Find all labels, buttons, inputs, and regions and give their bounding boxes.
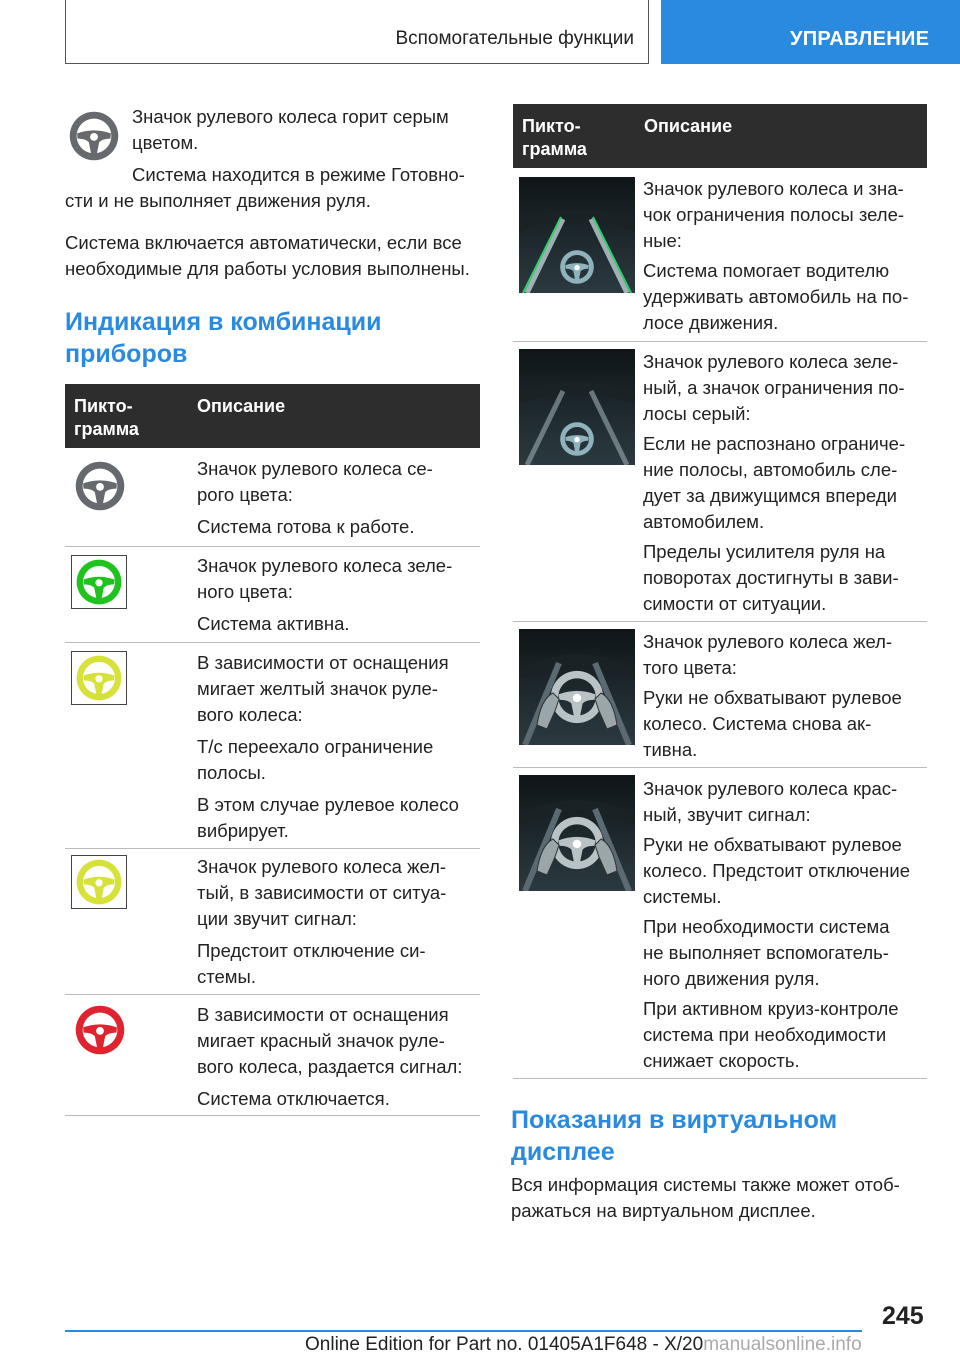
t1r3-line7: вибрирует.	[197, 820, 289, 841]
hud-lane-grey-icon	[519, 349, 635, 465]
t2r2-line8: Пределы усилителя руля на	[643, 541, 886, 562]
section3-para-line1: Вся информация системы также может отоб-	[511, 1174, 900, 1195]
t2r4-line7: не выполняет вспомогатель-	[643, 942, 889, 963]
section3-title-line2: дисплее	[511, 1138, 615, 1166]
t2r4-line2: ный, звучит сигнал:	[643, 804, 811, 825]
t2r2-line9: поворотах достигнуты в зави-	[643, 567, 899, 588]
table1-row-divider	[65, 546, 480, 547]
table2-col2: Описание	[644, 116, 733, 136]
t2r3-line3: Руки не обхватывают рулевое	[643, 687, 902, 708]
steering-wheel-grey-icon	[74, 460, 126, 512]
t2r2-line1: Значок рулевого колеса зеле-	[643, 351, 899, 372]
t1r5-line3: вого колеса, раздается сигнал:	[197, 1056, 463, 1077]
t1r5-line4: Система отключается.	[197, 1088, 390, 1109]
watermark-site: manualsonline.info	[703, 1334, 862, 1355]
t2r4-line9: При активном круиз-контроле	[643, 998, 899, 1019]
t1r3-line5: полосы.	[197, 762, 266, 783]
intro-caption-line2: цветом.	[132, 132, 199, 153]
table2-row-divider	[513, 1078, 927, 1079]
edition-text	[305, 1334, 862, 1356]
edition-label: Online Edition for Part no. 01405A1F648 - X/20	[305, 1334, 704, 1355]
table2-header	[513, 104, 927, 168]
header-chapter-tab	[661, 0, 960, 64]
t1r1-line2: рого цвета:	[197, 484, 293, 505]
table1-col1-line2: грамма	[74, 419, 139, 439]
steering-wheel-yellow-icon	[71, 651, 127, 705]
t2r1-line4: Система помогает водителю	[643, 260, 890, 281]
t2r1-line3: ные:	[643, 230, 682, 251]
t1r5-line2: мигает красный значок руле-	[197, 1030, 445, 1051]
steering-wheel-grey-icon	[68, 110, 120, 162]
table1-header	[65, 384, 480, 448]
t2r4-line8: ного движения руля.	[643, 968, 820, 989]
t2r4-line11: снижает скорость.	[643, 1050, 800, 1071]
table1-row-divider	[65, 994, 480, 995]
table2-col1-line2: грамма	[522, 139, 587, 159]
page-number: 245	[882, 1302, 924, 1330]
section1-title-line1: Индикация в комбинации	[65, 308, 382, 336]
t2r2-line6: дует за движущимся впереди	[643, 485, 897, 506]
intro-para1-line2: сти и не выполняет движения руля.	[65, 190, 371, 211]
t2r4-line5: системы.	[643, 886, 722, 907]
table2-row-divider	[513, 621, 927, 622]
t2r4-line6: При необходимости система	[643, 916, 890, 937]
intro-para1-line1: Система находится в режиме Готовно-	[132, 164, 465, 185]
t2r4-line3: Руки не обхватывают рулевое	[643, 834, 902, 855]
header-section-title: Вспомогательные функции	[395, 28, 634, 49]
t2r3-line5: тивна.	[643, 739, 698, 760]
footer-divider	[65, 1330, 862, 1332]
t2r2-line4: Если не распознано ограниче-	[643, 433, 906, 454]
section3-title-line1: Показания в виртуальном	[511, 1106, 838, 1134]
hud-hands-wheel-red-icon	[519, 775, 635, 891]
t2r3-line1: Значок рулевого колеса жел-	[643, 631, 893, 652]
t1r4-line1: Значок рулевого колеса жел-	[197, 856, 447, 877]
t2r3-line4: колесо. Система снова ак-	[643, 713, 872, 734]
t1r3-line4: Т/с переехало ограничение	[197, 736, 434, 757]
t2r2-line10: симости от ситуации.	[643, 593, 827, 614]
t1r5-line1: В зависимости от оснащения	[197, 1004, 449, 1025]
t2r1-line6: лосе движения.	[643, 312, 779, 333]
t2r2-line2: ный, а значок ограничения по-	[643, 377, 905, 398]
section3-para-line2: ражаться на виртуальном дисплее.	[511, 1200, 816, 1221]
table1-row-divider	[65, 848, 480, 849]
table2-col1-line1: Пикто-	[522, 116, 581, 136]
t1r1-line3: Система готова к работе.	[197, 516, 415, 537]
table1-row-divider	[65, 1115, 480, 1116]
t2r1-line5: удерживать автомобиль на по-	[643, 286, 909, 307]
t1r4-line2: тый, в зависимости от ситуа-	[197, 882, 447, 903]
t1r4-line5: стемы.	[197, 966, 256, 987]
t2r2-line7: автомобилем.	[643, 511, 765, 532]
t1r2-line2: ного цвета:	[197, 581, 293, 602]
t2r4-line1: Значок рулевого колеса крас-	[643, 778, 898, 799]
intro-para2-line1: Система включается автоматически, если все	[65, 232, 462, 253]
t2r4-line4: колесо. Предстоит отключение	[643, 860, 910, 881]
t2r2-line5: ние полосы, автомобиль сле-	[643, 459, 898, 480]
t1r3-line1: В зависимости от оснащения	[197, 652, 449, 673]
steering-wheel-yellow-icon	[71, 855, 127, 909]
steering-wheel-red-icon	[74, 1004, 126, 1056]
intro-caption-line1: Значок рулевого колеса горит серым	[132, 106, 449, 127]
t1r4-line3: ции звучит сигнал:	[197, 908, 357, 929]
hud-lane-green-icon	[519, 177, 635, 293]
t1r2-line1: Значок рулевого колеса зеле-	[197, 555, 453, 576]
t1r2-line3: Система активна.	[197, 613, 350, 634]
t2r3-line2: того цвета:	[643, 657, 737, 678]
table1-col2: Описание	[197, 396, 286, 416]
t2r4-line10: система при необходимости	[643, 1024, 887, 1045]
hud-hands-wheel-yellow-icon	[519, 629, 635, 745]
t1r3-line6: В этом случае рулевое колесо	[197, 794, 459, 815]
table1-col1-line1: Пикто-	[74, 396, 133, 416]
table1-row-divider	[65, 642, 480, 643]
section1-title-line2: приборов	[65, 340, 188, 368]
table2-row-divider	[513, 341, 927, 342]
steering-wheel-green-icon	[71, 555, 127, 609]
t1r4-line4: Предстоит отключение си-	[197, 940, 426, 961]
t1r3-line3: вого колеса:	[197, 704, 303, 725]
t2r1-line2: чок ограничения полосы зеле-	[643, 204, 905, 225]
intro-para2-line2: необходимые для работы условия выполнены.	[65, 258, 470, 279]
t2r2-line3: лосы серый:	[643, 403, 751, 424]
t1r3-line2: мигает желтый значок руле-	[197, 678, 438, 699]
t2r1-line1: Значок рулевого колеса и зна-	[643, 178, 904, 199]
table2-row-divider	[513, 767, 927, 768]
header-chapter-title: УПРАВЛЕНИЕ	[790, 28, 930, 50]
header-section-tab	[65, 0, 649, 64]
t1r1-line1: Значок рулевого колеса се-	[197, 458, 433, 479]
